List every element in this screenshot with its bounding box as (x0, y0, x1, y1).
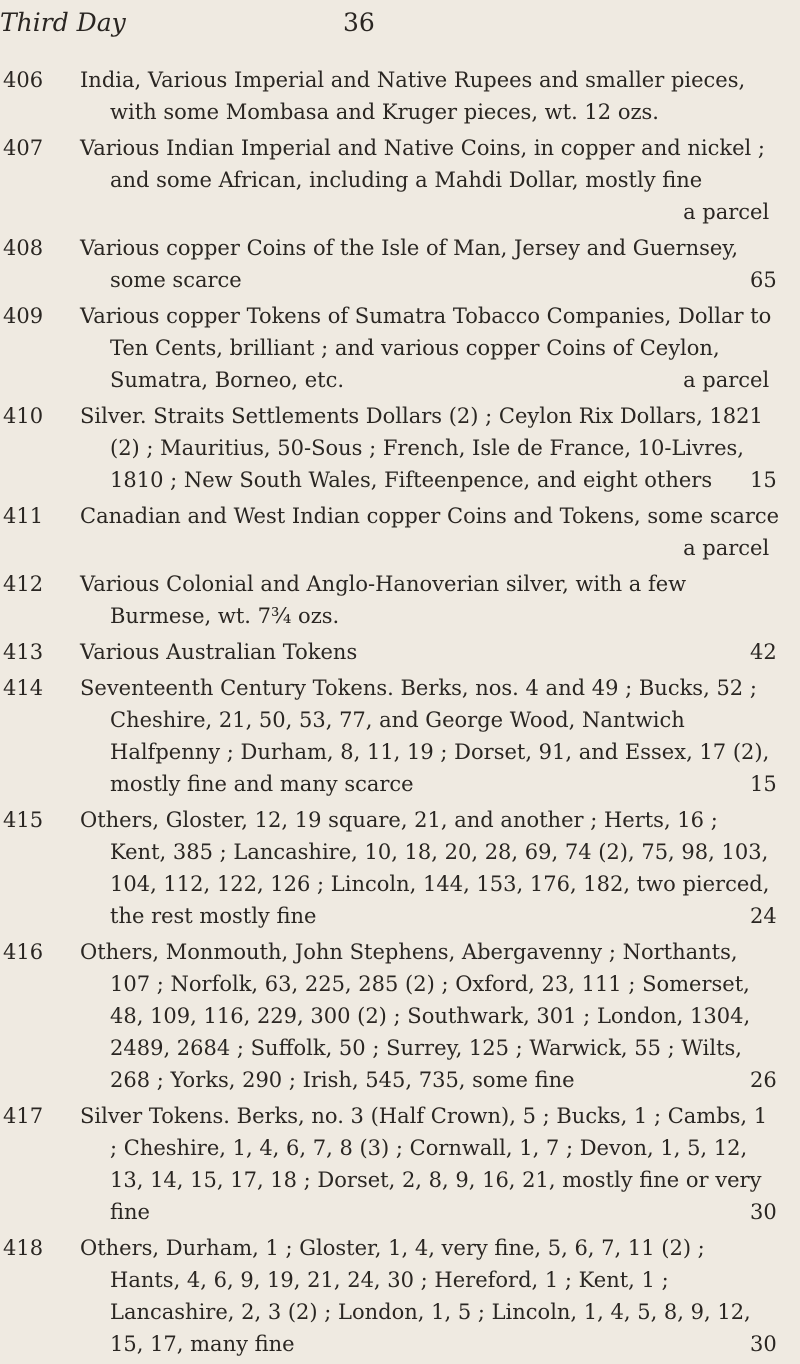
lot-number: 418 (3, 1236, 44, 1260)
lot-description: Others, Durham, 1 ; Gloster, 1, 4, very fine, 5, 6, 7, 11 (2) ; Hants, 4, 6, 9, 19, 21, 24, 30 ; Hereford, 1 ; Kent, 1 ; Lancashire, 2, 3 (2) ; London, 1, 5 ; Lincoln, 1, 4, 5, 8, 9, 12, 15, 17, many fine (80, 1236, 751, 1356)
lot-number: 409 (3, 304, 44, 328)
lot-description: Others, Monmouth, John Stephens, Abergavenny ; Northants, 107 ; Norfolk, 63, 225, 285 (2) ; Oxford, 23, 111 ; Somerset, 48, 109, 116, 229, 300 (2) ; Southwark, 301 ; London, 1304, 2489, 2684 ; Suffolk, 50 ; Surrey, 125 ; Warwick, 55 ; Wilts, 268 ; Yorks, 290 ; Irish, 545, 735, some fine (80, 940, 751, 1092)
lot-number: 412 (3, 572, 44, 596)
lot-entry (0, 636, 800, 668)
lot-number: 408 (3, 236, 44, 260)
lot-estimate: a parcel (683, 536, 770, 560)
lot-description-block: Seventeenth Century Tokens. Berks, nos. 4 and 49 ; Bucks, 52 ; Cheshire, 21, 50, 53, 77, and George Wood, Nantwich Halfpenny ; Durham, 8, 11, 19 ; Dorset, 91, and Essex, 17 (2), mostly fine and many scarce 15 (80, 676, 777, 796)
lot-description: Various copper Coins of the Isle of Man, Jersey and Guernsey, some scarce (80, 236, 739, 292)
lot-description: Various Colonial and Anglo-Hanoverian silver, with a few Burmese, wt. 7¾ ozs. (80, 572, 687, 628)
lot-number: 406 (3, 68, 44, 92)
lot-number: 415 (3, 808, 44, 832)
lot-number: 407 (3, 136, 44, 160)
lot-description-block (80, 132, 780, 228)
lot-number: 410 (3, 404, 44, 428)
page-number: 36 (343, 8, 375, 37)
lot-description-block: Others, Monmouth, John Stephens, Abergavenny ; Northants, 107 ; Norfolk, 63, 225, 285 (2) ; Oxford, 23, 111 ; Somerset, 48, 109, 116, 229, 300 (2) ; Southwark, 301 ; London, 1304, 2489, 2684 ; Suffolk, 50 ; Surrey, 125 ; Warwick, 55 ; Wilts, 268 ; Yorks, 290 ; Irish, 545, 735, some fine 26 (80, 940, 777, 1092)
lot-description-block (80, 500, 780, 564)
lot-description: Canadian and West Indian copper Coins and Tokens, some scarce (80, 504, 780, 528)
lot-entry (0, 936, 800, 1096)
lot-estimate: a parcel (683, 368, 770, 392)
lot-entry (0, 1100, 800, 1228)
lot-description-block (80, 300, 780, 396)
lot-entry (0, 568, 800, 632)
lot-description: Various copper Tokens of Sumatra Tobacco Companies, Dollar to Ten Cents, brilliant ; and various copper Coins of Ceylon, Sumatra, Borneo, etc. (80, 304, 772, 392)
lot-entry (0, 500, 800, 564)
lot-description: Others, Gloster, 12, 19 square, 21, and another ; Herts, 16 ; Kent, 385 ; Lancashire, 10, 18, 20, 28, 69, 74 (2), 75, 98, 103, 104, 112, 122, 126 ; Lincoln, 144, 153, 176, 182, two pierced, the rest mostly fine (80, 808, 770, 928)
page-header (0, 8, 800, 48)
lot-number: 417 (3, 1104, 44, 1128)
lot-description: Silver. Straits Settlements Dollars (2) ; Ceylon Rix Dollars, 1821 (2) ; Mauritius, 50-Sous ; French, Isle de France, 10-Livres, 1810 ; New South Wales, Fifteenpence, and eight others (80, 404, 763, 492)
lot-description: Various Australian Tokens (80, 640, 358, 664)
lot-description: Silver Tokens. Berks, no. 3 (Half Crown), 5 ; Bucks, 1 ; Cambs, 1 ; Cheshire, 1, 4, 6, 7, 8 (3) ; Cornwall, 1, 7 ; Devon, 1, 5, 12, 13, 14, 15, 17, 18 ; Dorset, 2, 8, 9, 16, 21, mostly fine or very fine (80, 1104, 768, 1224)
lot-number: 413 (3, 640, 44, 664)
lot-description: India, Various Imperial and Native Rupees and smaller pieces, with some Mombasa and Kruger pieces, wt. 12 ozs. (80, 68, 746, 124)
lot-description-block: Various Australian Tokens 42 (80, 640, 777, 664)
lot-number: 414 (3, 676, 44, 700)
lot-estimate: a parcel (683, 200, 770, 224)
lot-number: 411 (3, 504, 44, 528)
lot-description-block (80, 64, 780, 128)
lot-entry (0, 672, 800, 800)
lot-description: Various Indian Imperial and Native Coins, in copper and nickel ; and some African, including a Mahdi Dollar, mostly fine (80, 136, 765, 192)
lot-description-block: Others, Gloster, 12, 19 square, 21, and another ; Herts, 16 ; Kent, 385 ; Lancashire, 10, 18, 20, 28, 69, 74 (2), 75, 98, 103, 104, 112, 122, 126 ; Lincoln, 144, 153, 176, 182, two pierced, the rest mostly fine 24 (80, 808, 777, 928)
lot-entry (0, 132, 800, 228)
lot-description-block: Silver. Straits Settlements Dollars (2) ; Ceylon Rix Dollars, 1821 (2) ; Mauritius, 50-Sous ; French, Isle de France, 10-Livres, 1810 ; New South Wales, Fifteenpence, and eight others 15 (80, 404, 777, 492)
lot-entry (0, 400, 800, 496)
lot-entry (0, 804, 800, 932)
lot-description-block: Various copper Coins of the Isle of Man, Jersey and Guernsey, some scarce 65 (80, 236, 777, 292)
lot-entry (0, 300, 800, 396)
lot-list (0, 64, 800, 1364)
lot-description-block: Silver Tokens. Berks, no. 3 (Half Crown), 5 ; Bucks, 1 ; Cambs, 1 ; Cheshire, 1, 4, 6, 7, 8 (3) ; Cornwall, 1, 7 ; Devon, 1, 5, 12, 13, 14, 15, 17, 18 ; Dorset, 2, 8, 9, 16, 21, mostly fine or very fine 30 (80, 1104, 777, 1224)
lot-entry (0, 232, 800, 296)
lot-number: 416 (3, 940, 44, 964)
lot-entry (0, 64, 800, 128)
lot-description-block: Others, Durham, 1 ; Gloster, 1, 4, very fine, 5, 6, 7, 11 (2) ; Hants, 4, 6, 9, 19, 21, 24, 30 ; Hereford, 1 ; Kent, 1 ; Lancashire, 2, 3 (2) ; London, 1, 5 ; Lincoln, 1, 4, 5, 8, 9, 12, 15, 17, many fine 30 (80, 1236, 777, 1356)
lot-description-block (80, 568, 780, 632)
lot-description: Seventeenth Century Tokens. Berks, nos. 4 and 49 ; Bucks, 52 ; Cheshire, 21, 50, 53, 77, and George Wood, Nantwich Halfpenny ; Durham, 8, 11, 19 ; Dorset, 91, and Essex, 17 (2), mostly fine and many scarce (80, 676, 770, 796)
lot-entry (0, 1232, 800, 1360)
day-title: Third Day (0, 8, 126, 37)
